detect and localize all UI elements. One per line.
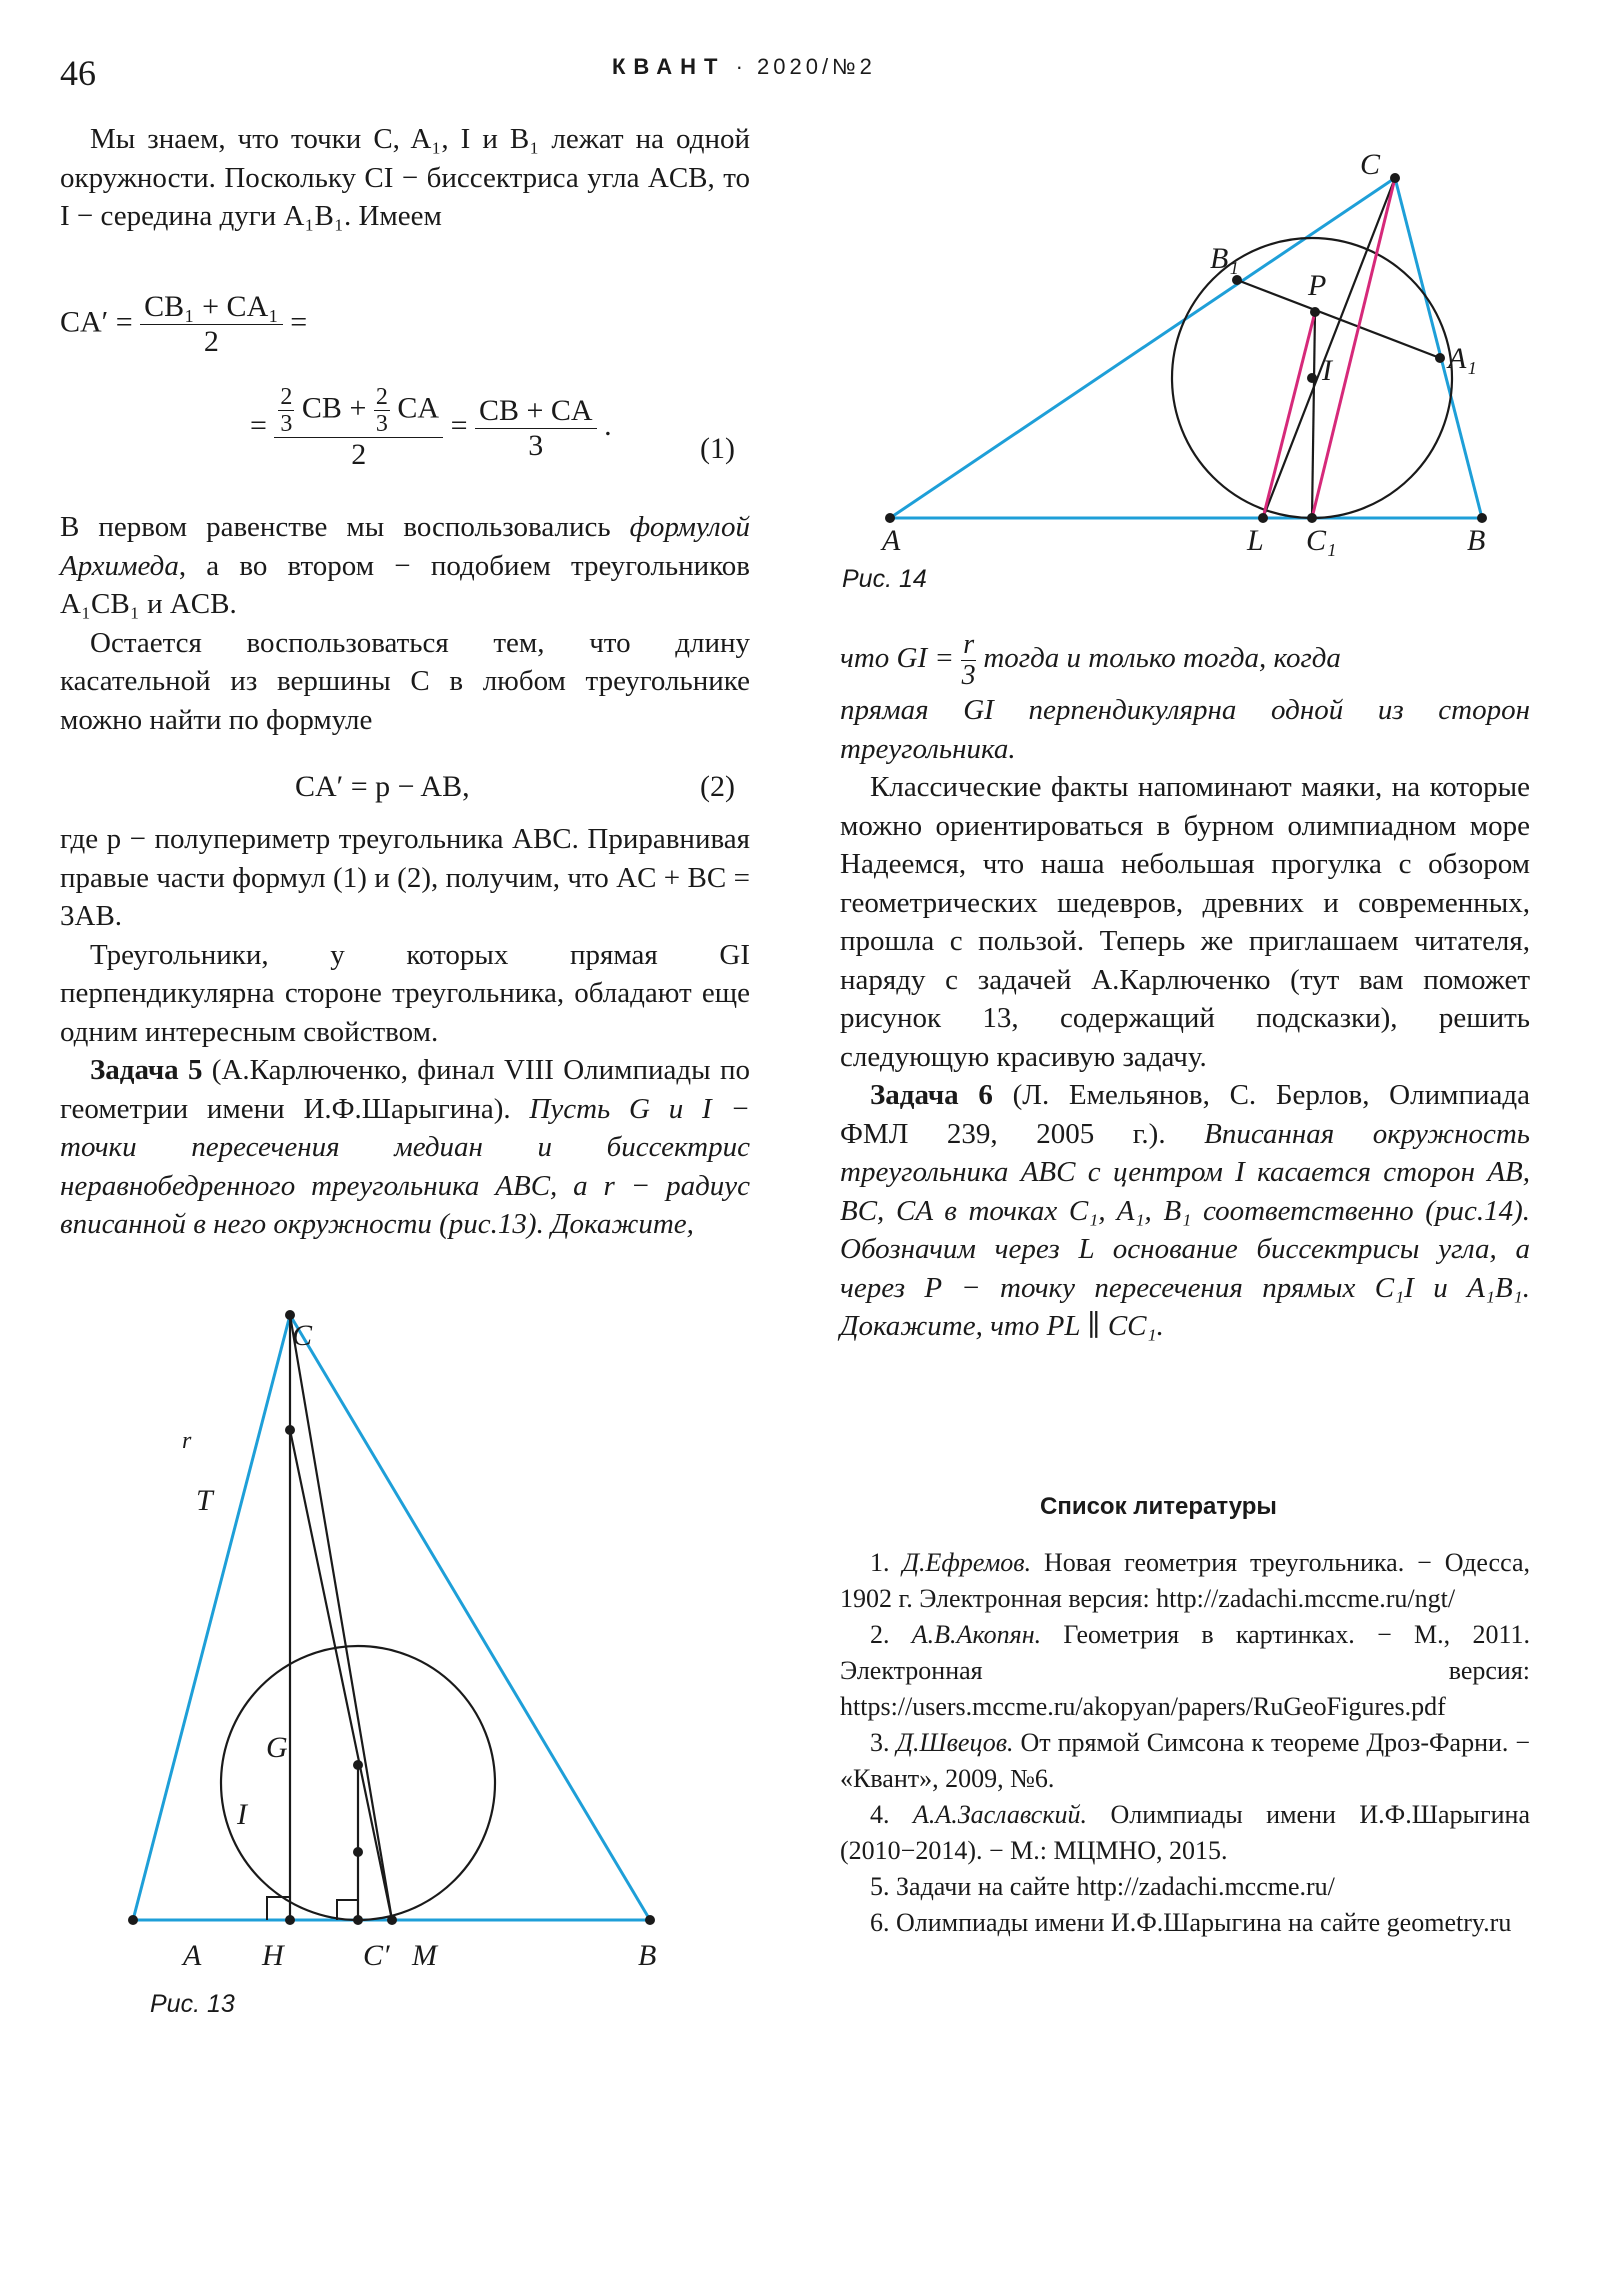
label-B: B bbox=[638, 1939, 657, 1972]
line-PC1 bbox=[1312, 312, 1315, 518]
paragraph: где p − полупериметр треугольника ABC. Приравнивая правые части формул (1) и (2), получим, что AC + BC = 3AB. bbox=[60, 823, 750, 932]
references-title: Список литературы bbox=[1040, 1493, 1277, 1520]
reference-item bbox=[840, 1869, 1530, 1905]
reference-text: Олимпиады имени И.Ф.Шарыгина на сайте geometry.ru bbox=[896, 1908, 1512, 1937]
issue-number: · 2020/№2 bbox=[735, 54, 876, 79]
label-C: C bbox=[1360, 148, 1381, 181]
label-H: H bbox=[262, 1939, 284, 1972]
point-B bbox=[645, 1915, 655, 1925]
text-span: что GI = bbox=[840, 642, 954, 675]
paragraph: Треугольники, у которых прямая GI перпендикулярна стороне треугольника, обладают еще одним интересным свойством. bbox=[60, 938, 750, 1048]
reference-number: 5. bbox=[870, 1872, 896, 1901]
reference-text: Геометрия в картинках. − М., 2011. Электронная версия: https://users.mccme.ru/akopyan/papers/RuGeoFigures.pdf bbox=[840, 1620, 1531, 1721]
point-L bbox=[1258, 513, 1268, 523]
point-B bbox=[1477, 513, 1487, 523]
label-C: C bbox=[292, 1319, 313, 1352]
median-CM bbox=[290, 1315, 392, 1920]
task-statement: Пусть G и I − точки пересечения медиан и биссектрис неравнобедренного треугольника ABC, а r − радиус вписанной в него окружности (рис.13). Докажите, bbox=[60, 1092, 750, 1240]
point-T bbox=[285, 1425, 295, 1435]
eq1-tail: = bbox=[290, 305, 308, 339]
paragraph bbox=[840, 1076, 1530, 1346]
frac-num: r bbox=[963, 629, 975, 660]
label-I: I bbox=[237, 1798, 247, 1831]
frac-den: 3 bbox=[280, 411, 293, 437]
journal-name: КВАНТ bbox=[612, 54, 726, 79]
paragraph bbox=[60, 1051, 750, 1244]
point-A bbox=[128, 1915, 138, 1925]
eq1-denominator: 2 bbox=[203, 325, 219, 358]
point-C1 bbox=[1307, 513, 1317, 523]
task-source: (Л. Емельянов, С. Берлов, Олимпиада ФМЛ 239, 2005 г.). bbox=[840, 1079, 1531, 1150]
side-BC bbox=[290, 1315, 650, 1920]
label-T: T bbox=[196, 1484, 213, 1517]
label-A1: A₁ bbox=[1448, 342, 1477, 375]
left-column-top bbox=[60, 120, 750, 236]
reference-item bbox=[840, 1545, 1530, 1617]
text-span-italic: формулой Архимеда bbox=[60, 511, 750, 582]
text-span: тогда и только тогда, когда bbox=[983, 642, 1341, 675]
task-statement: Вписанная окружность треугольника ABC с центром I касается сторон AB, BC, CA в точках C₁, A₁, B₁ соответственно (рис.14). Обозначим через L основание биссектрисы угла, а через P − точку пересечения прямых C₁I и A₁B₁. Докажите, что PL ∥ CC₁. bbox=[840, 1117, 1530, 1342]
point-B1 bbox=[1232, 275, 1242, 285]
reference-number: 1. bbox=[870, 1548, 903, 1577]
point-I bbox=[353, 1847, 363, 1857]
reference-text: От прямой Симсона к теореме Дроз-Фарни. − «Квант», 2009, №6. bbox=[840, 1728, 1531, 1793]
figure-14-caption: Рис. 14 bbox=[842, 565, 927, 593]
reference-text: Задачи на сайте http://zadachi.mccme.ru/ bbox=[896, 1872, 1335, 1901]
text-span: , а во втором − подобием треугольников A₁CB₁ и ACB. bbox=[60, 549, 750, 620]
reference-number: 3. bbox=[870, 1728, 897, 1757]
eq2-term2: CA bbox=[397, 391, 440, 425]
eq2-term1: CB + bbox=[301, 391, 367, 425]
reference-number: 4. bbox=[870, 1800, 913, 1829]
reference-author: А.А.Заславский. bbox=[913, 1800, 1087, 1829]
two-thirds bbox=[278, 384, 294, 437]
point-C bbox=[1390, 173, 1400, 183]
label-B: B bbox=[1467, 524, 1486, 557]
eq2-dot: . bbox=[604, 408, 612, 442]
label-M: M bbox=[412, 1939, 437, 1972]
right-column bbox=[840, 630, 1530, 1346]
frac-den: 3 bbox=[375, 411, 388, 437]
paragraph: прямая GI перпендикулярна одной из сторон треугольника. bbox=[840, 694, 1530, 765]
paragraph: Мы знаем, что точки C, A₁, I и B₁ лежат на одной окружности. Поскольку CI − биссектриса угла ACB, то I − середина дуги A₁B₁. Имеем bbox=[60, 123, 750, 232]
frac-den: 3 bbox=[961, 660, 976, 691]
segment-CC1 bbox=[1312, 178, 1395, 518]
eq2-numerator bbox=[274, 384, 443, 438]
label-I: I bbox=[1322, 354, 1332, 387]
paragraph: Классические факты напоминают маяки, на которые можно ориентироваться в бурном олимпиадном море Надеемся, что наша небольшая прогулка с обзором геометрических шедевров, древних и современных, прошла с пользой. Теперь же приглашаем читателя, наряду с задачей А.Карлюченко (тут вам поможет рисунок 13, содержащий подсказки), решить следующую красивую задачу. bbox=[840, 771, 1530, 1073]
line-TM bbox=[290, 1430, 392, 1920]
reference-item bbox=[840, 1905, 1530, 1941]
running-header bbox=[612, 54, 876, 80]
point-H bbox=[285, 1915, 295, 1925]
eq1-fraction bbox=[140, 290, 283, 359]
reference-number: 2. bbox=[870, 1620, 912, 1649]
task-label: Задача 6 bbox=[870, 1079, 993, 1111]
two-thirds bbox=[374, 384, 390, 437]
equation-label-2: (2) bbox=[700, 770, 735, 803]
reference-author: Д.Швецов. bbox=[896, 1728, 1014, 1757]
label-A: A bbox=[183, 1939, 202, 1972]
reference-item bbox=[840, 1725, 1530, 1797]
reference-item bbox=[840, 1617, 1530, 1725]
equation-label-1: (1) bbox=[700, 432, 735, 465]
reference-item bbox=[840, 1797, 1530, 1869]
eq1-numerator: CB₁ + CA₁ bbox=[140, 290, 283, 325]
point-C-prime bbox=[353, 1915, 363, 1925]
label-P: P bbox=[1308, 269, 1327, 302]
page-number: 46 bbox=[60, 53, 96, 93]
reference-text: Олимпиады имени И.Ф.Шарыгина (2010−2014). − М.: МЦМНО, 2015. bbox=[840, 1800, 1530, 1865]
reference-text: Новая геометрия треугольника. − Одесса, 1902 г. Электронная версия: http://zadachi.mccme.ru/ngt/ bbox=[840, 1548, 1530, 1613]
label-C-prime: C′ bbox=[363, 1939, 390, 1972]
reference-author: А.В.Акопян. bbox=[911, 1620, 1042, 1649]
side-AC bbox=[133, 1315, 290, 1920]
point-A bbox=[885, 513, 895, 523]
point-P bbox=[1310, 307, 1320, 317]
equation-3: CA′ = p − AB, bbox=[295, 770, 470, 803]
eq2-denominator-2: 3 bbox=[528, 428, 544, 462]
label-r: r bbox=[182, 1428, 192, 1454]
eq2-lead: = bbox=[250, 408, 267, 442]
eq2-fraction-2 bbox=[475, 394, 597, 463]
reference-author: Д.Ефремов. bbox=[902, 1548, 1032, 1577]
equation-1 bbox=[60, 290, 307, 359]
label-L: L bbox=[1247, 524, 1264, 557]
bisector-CL bbox=[1263, 178, 1395, 518]
side-AC bbox=[890, 178, 1395, 518]
point-M bbox=[387, 1915, 397, 1925]
r-over-3 bbox=[961, 630, 976, 691]
left-column-mid bbox=[60, 508, 750, 739]
equation-2 bbox=[250, 384, 612, 472]
eq2-equals: = bbox=[450, 408, 468, 442]
label-C1: C₁ bbox=[1306, 524, 1337, 557]
task-label: Задача 5 bbox=[90, 1054, 203, 1086]
figure-14 bbox=[860, 140, 1540, 570]
text-span: В первом равенстве мы воспользовались bbox=[60, 511, 611, 543]
references-list bbox=[840, 1545, 1530, 1941]
figure-13 bbox=[100, 1300, 700, 1980]
frac-num: 2 bbox=[280, 384, 293, 410]
task-source: (А.Карлюченко, финал VIII Олимпиады по геометрии имени И.Ф.Шарыгина). bbox=[60, 1054, 750, 1125]
paragraph bbox=[60, 508, 750, 624]
paragraph: Остается воспользоваться тем, что длину касательной из вершины C в любом треугольнике можно найти по формуле bbox=[60, 626, 750, 736]
figure-13-caption: Рис. 13 bbox=[150, 1990, 235, 2018]
chord-A1B1 bbox=[1237, 280, 1440, 358]
eq1-lhs: CA′ = bbox=[60, 305, 133, 339]
point-I bbox=[1307, 373, 1317, 383]
eq2-numerator-2: CB + CA bbox=[475, 394, 597, 429]
frac-num: 2 bbox=[375, 384, 388, 410]
point-G bbox=[353, 1760, 363, 1770]
paragraph bbox=[840, 630, 1530, 691]
eq2-denominator: 2 bbox=[351, 438, 367, 471]
eq2-fraction bbox=[274, 384, 443, 472]
label-B1: B₁ bbox=[1210, 242, 1239, 275]
segment-PL bbox=[1263, 312, 1315, 518]
label-G: G bbox=[266, 1731, 288, 1764]
reference-number: 6. bbox=[870, 1908, 896, 1937]
left-column-bottom bbox=[60, 820, 750, 1244]
point-A1 bbox=[1435, 353, 1445, 363]
label-A: A bbox=[882, 524, 901, 557]
